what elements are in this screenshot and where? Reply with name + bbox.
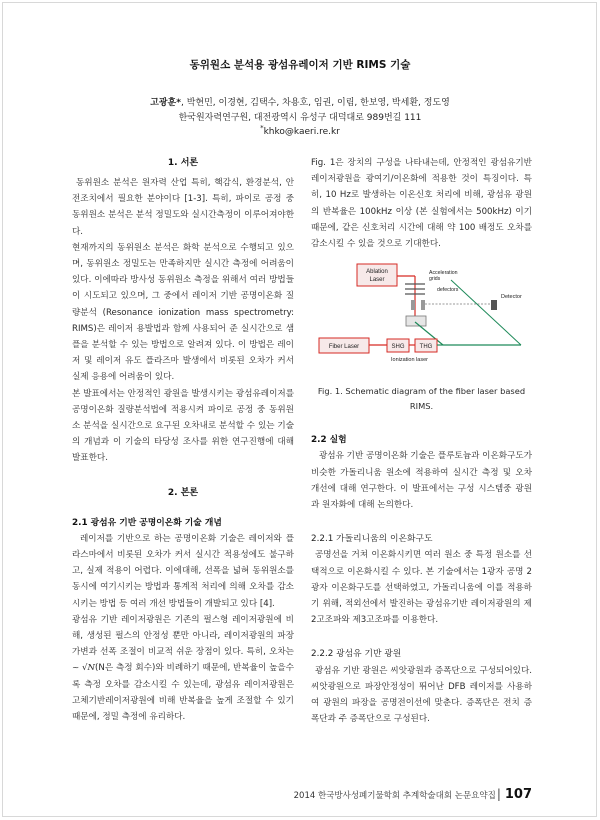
ionization-laser-label: Ionization laser	[391, 357, 428, 364]
experiment-paragraph: 광섬유 기반 공명이온화 기술은 플루토늄과 이온화구도가 비슷한 가돌리니움 원소에 적용하여 실시간 측정 및 오차 개선에 대해 연구한다. 이 발표에서는 구성 시스템중 광원과 원자화에 대해 논의한다.	[311, 451, 532, 511]
fiber-laser-label: Fiber Laser	[328, 344, 360, 351]
section-title-body: 2. 본론	[167, 487, 199, 498]
shg-label: SHG	[391, 344, 405, 351]
ablation-label-2: Laser	[369, 277, 385, 284]
sample-holder	[406, 316, 426, 326]
deflectors-label: defectors	[437, 287, 459, 294]
concept-paragraph-2-text-a: 광섬유 기반 레이저광원은 기존의 펄스형 레이저광원에 비해, 생성된 펄스의 안정성 뿐만 아니라, 레이저광원의 파장 가변과 선폭 조절이 비교적 쉬운 장점이 있다. 특히, 오차는	[72, 614, 294, 658]
ablation-label-1: Ablation	[366, 269, 388, 276]
intro-paragraph-3: 본 발표에서는 안정적인 광원을 발생시키는 광섬유레이저를 공명이온화 질량분석법에 적용시켜 파이로 공정 중 동위원소 분석을 실시간으로 요구된 오차내로 분석할 수 있는 기술의 개념과 이 기술의 타당성 조사를 위한 연구진행에 대해 발표한다.	[72, 388, 294, 464]
concept-paragraph-2-text-b: (N은 측정 회수)와 비례하기 때문에, 반복율이 높을수록 측정 오차를 감소시킬 수 있는데, 광섬유 레이저광원은 고체기반레이저광원에 비해 반복율을 높게 조절할 수 있기 때문에, 정밀 측정에 유리하다.	[72, 663, 294, 723]
email-line	[0, 124, 600, 137]
light-source-paragraph: 광섬유 기반 광원은 씨앗광원과 증폭단으로 구성되어있다. 씨앗광원으로 파장안정성이 뛰어난 DFB 레이저를 사용하여 광원의 파장을 공명전이선에 맞춘다. 증폭단은 전치 증폭단과 주 증폭단으로 구성된다.	[311, 665, 532, 725]
page-number: 107	[504, 787, 532, 802]
schematic-diagram	[311, 260, 532, 380]
section-title-introduction: 1. 서론	[167, 158, 199, 168]
error-formula: ~ √N	[72, 663, 96, 674]
figure-intro-paragraph: Fig. 1은 장치의 구성을 나타내는데, 안정적인 광섬유기반 레이저광원을 광여기/이온화에 적용한 것이 특징이다. 특히, 10 Hz로 발생하는 이온신호 처리에 비해, 광섬유 광원의 반복율은 100kHz 이상 (본 실험에서는 500kHz) 이기 때문에, 같은 신호처리 시간에 대해 약 100 배정도 오차를 감소시킬 수 있을 것으로 기대한다.	[311, 158, 532, 250]
grids-label-2: grids	[429, 276, 441, 283]
left-column	[72, 155, 294, 725]
detector-block	[491, 300, 497, 310]
corresponding-mark: *	[176, 98, 181, 108]
page-footer	[294, 787, 532, 802]
concept-paragraph-2	[72, 612, 294, 725]
author-list	[0, 95, 600, 108]
email-address: khko@kaeri.re.kr	[263, 127, 340, 137]
subsection-title-2-2-1: 2.2.1 가돌리니움의 이온화구도	[311, 534, 433, 545]
subsection-title-2-2: 2.2 실험	[311, 435, 347, 446]
ionization-scheme-paragraph: 공명선을 거쳐 이온화시키면 여러 원소 중 특정 원소를 선택적으로 이온화시킬 수 있다. 본 기술에서는 1광자 공명 2광자 이온화구도를 선택하였고, 가돌리니움에 이를 적용하기 위해, 적외선에서 발진하는 광섬유기반 레이저광원의 제2고조파와 제3고조파를 이용한다.	[311, 550, 532, 626]
affiliation: 한국원자력연구원, 대전광역시 유성구 대덕대로 989번길 111	[178, 113, 422, 123]
footer-text: 2014 한국방사성폐기물학회 추계학술대회 논문요약집	[293, 791, 496, 801]
grids-label-1: Acceleration	[429, 270, 458, 277]
intro-paragraph-1: 동위원소 분석은 원자력 산업 특히, 핵감식, 환경분석, 안전조치에서 필요한 분야이다 [1-3]. 특히, 파이로 공정 중 동위원소 분석은 분석 정밀도와 실시간측정이 이루어져야한다.	[72, 178, 294, 237]
ionization-beam-return	[451, 280, 521, 345]
subsection-title-2-2-2: 2.2.2 광섬유 기반 광원	[311, 649, 402, 660]
right-column	[311, 155, 532, 727]
concept-paragraph-1: 레이저를 기반으로 하는 공명이온화 기술은 레이저와 플라스마에서 비롯된 오차가 커서 실시간 적용성에도 불구하고, 실제 적용이 어렵다. 이에대해, 선폭을 넓혀 동위원소를 동시에 여기시키는 방법과 통계적 처리에 의해 오차를 감소시키는 방법 등 여러 개선 방법들이 개발되고 있다 [4].	[72, 533, 294, 609]
detector-label: Detector	[501, 294, 522, 301]
intro-paragraph-2: 현재까지의 동위원소 분석은 화학 분석으로 수행되고 있으며, 동위원소 정밀도는 만족하지만 실시간 측정에 어려움이 있다. 이에따라 방사성 동위원소 측정을 위해서 여러 방법들이 시도되고 있으며, 그 중에서 레이저 기반 공명이온화 질량분석 (Resonance ionization mass spectrometry: RIMS)은 레이저 용발법과 함께 사용되어 준 실시간으로 샘플을 분석할 수 있는 방법으로 알려져 있다. 이 방법은 레이저 및 레이저 유도 플라즈마 발생에서 비롯된 오차가 커서 실제 응용에 어려움이 있다.	[72, 242, 294, 383]
footer-separator: |	[496, 787, 501, 801]
subsection-title-2-1: 2.1 광섬유 기반 공명이온화 기술 개념	[72, 517, 222, 528]
deflector-right	[421, 300, 425, 310]
email-mark: *	[260, 124, 264, 132]
figure-1-schematic	[311, 260, 532, 380]
deflector-left	[411, 300, 415, 310]
thg-label: THG	[419, 344, 433, 351]
lead-author: 고광훈	[150, 98, 177, 108]
paper-title: 동위원소 분석용 광섬유레이저 기반 RIMS 기술	[189, 59, 411, 71]
co-authors: , 박현민, 이경현, 김택수, 차용호, 임권, 이림, 한보영, 박세환, 정도영	[180, 98, 450, 108]
figure-1-caption: Fig. 1. Schematic diagram of the fiber laser based RIMS.	[317, 386, 526, 412]
